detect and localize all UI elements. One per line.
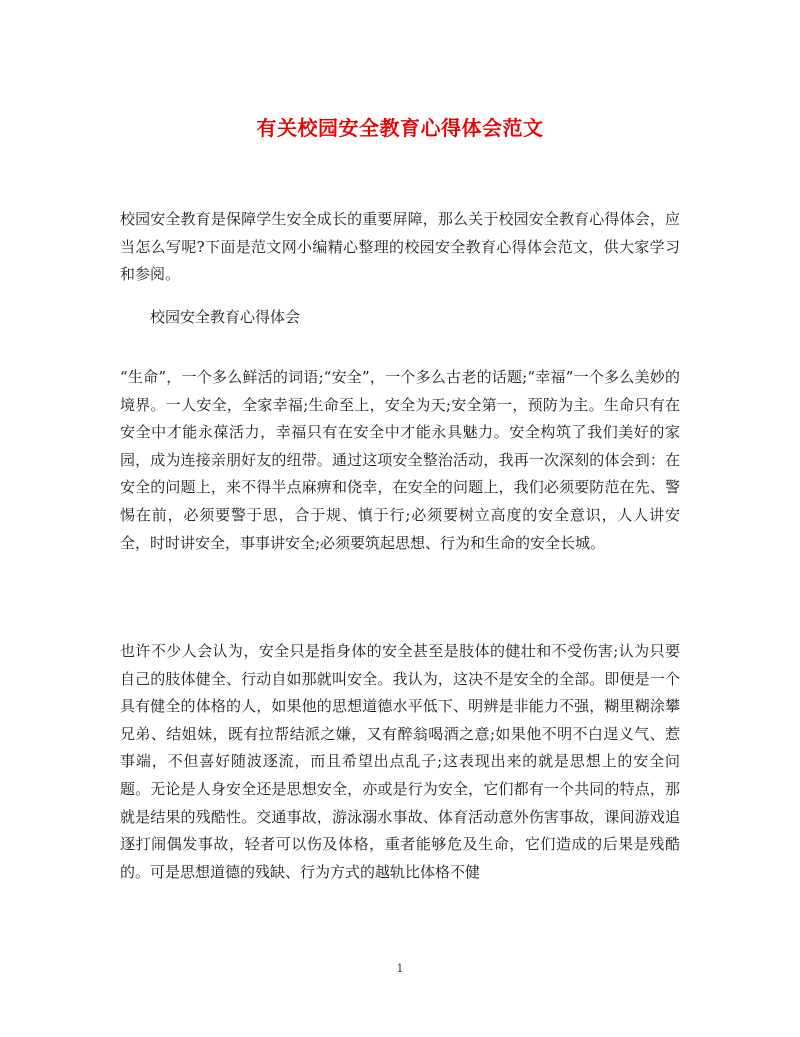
document-title: 有关校园安全教育心得体会范文 <box>256 116 544 140</box>
body-paragraph: “生命”，一个多么鲜活的词语;“安全”，一个多么古老的话题;“幸福”一个多么美妙的境界。一人安全，全家幸福;生命至上，安全为天;安全第一，预防为主。生命只有在安全中才能永葆活力，幸福只有在安全中才能永具魅力。安全构筑了我们美好的家园，成为连接亲朋好友的纽带。通过这项安全整治活动，我再一次深刻的体会到：在安全的问题上，来不得半点麻痹和侥幸，在安全的问题上，我们必须要防范在先、警惕在前，必须要警于思，合于规、慎于行;必须要树立高度的安全意识，人人讲安全，时时讲安全，事事讲安全;必须要筑起思想、行为和生命的安全长城。 <box>120 368 680 552</box>
intro-paragraph: 校园安全教育是保障学生安全成长的重要屏障，那么关于校园安全教育心得体会，应当怎么写呢?下面是范文网小编精心整理的校园安全教育心得体会范文，供大家学习和参阅。 <box>120 210 680 284</box>
body-paragraph: 也许不少人会认为，安全只是指身体的安全甚至是肢体的健壮和不受伤害;认为只要自己的肢体健全、行动自如那就叫安全。我认为，这决不是安全的全部。即便是一个具有健全的体格的人，如果他的思想道德水平低下、明辨是非能力不强，糊里糊涂攀兄弟、结姐妹，既有拉帮结派之嫌，又有醉翁喝酒之意;如果他不明不白逞义气、惹事端，不但喜好随波逐流，而且希望出点乱子;这表现出来的就是思想上的安全问题。无论是人身安全还是思想安全，亦或是行为安全，它们都有一个共同的特点，那就是结果的残酷性。交通事故，游泳溺水事故、体育活动意外伤害事故，课间游戏追逐打闹偶发事故，轻者可以伤及体格，重者能够危及生命，它们造成的后果是残酷的。可是思想道德的残缺、行为方式的越轨比体格不健 <box>120 642 680 881</box>
page-number: 1 <box>396 962 404 975</box>
section-heading: 校园安全教育心得体会 <box>150 308 301 326</box>
